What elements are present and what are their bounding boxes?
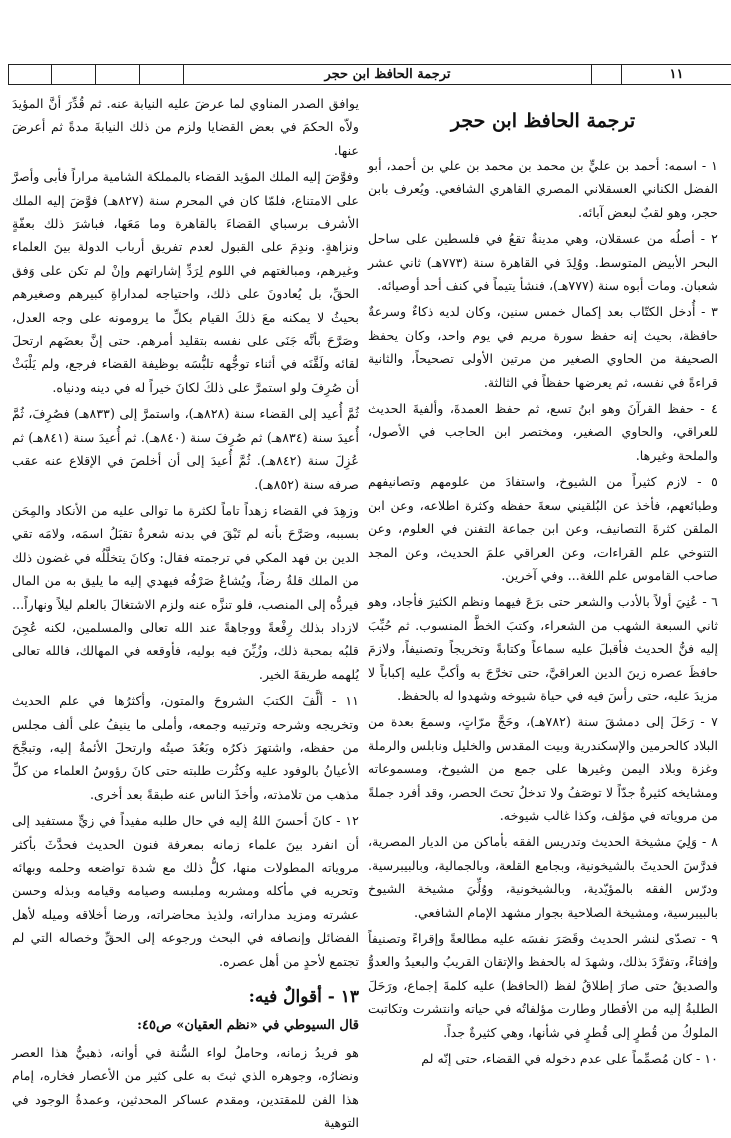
paragraph-literature-hadith: ٦ - عُنِيَ أولاً بالأدب والشعر حتى برَعَ فيهما ونظم الكثيرَ فأجاد، وهو ثاني السبعة الشهب من الشعراء، وكتبَ الخطَّ المنسوب. ثم حُبِّبَ إليه فنُّ الحديث فأقبلَ عليه سماعاً وكتابةً وتخريجاً وتصنيفاً، ولازمَ حافظَ عصره زينَ الدين العراقيَّ، حتى تخرَّجَ به وأكبَّ عليه إكباباً لا مزيدَ عليه، حتى رأسَ فيه في حياة شيوخه وشهدوا له بالحفظ.	[368, 594, 718, 703]
header-empty-cell	[9, 65, 51, 84]
paragraph-teachers: ٥ - لازم كثيراً من الشيوخ، واستفادَ من علومهم وتصانيفهم وطبائعهم، فأخذ عن البُلقيني سعةَ حفظه وكثرة اطلاعه، وعن ابن الملقن كثرةَ التصانيف، وعن ابن جماعة التفنن في العلوم، وعن التنوخي علم القراءات، وعن العراقي علمَ الحديث، وعن المجد صاحب القاموس علم اللغة... وفي آخرين.	[368, 474, 718, 583]
paragraph-renunciation: وزهِدَ في القضاء زهداً تاماً لكثرة ما توالى عليه من الأنكاد والمِحَن بسببه، وصَرَّحَ بأنه لم تَبْقَ في بدنه شعرةٌ تقبَلُ اسمَه، ولامَه تقي الدين بن فهد المكي في ترجمته فقال: وكانَ يتخلَّلُه في غضون ذلك من الملك قلةُ رضاً، ويُشاعُ صَرْفُه فيهدي إليه ما يليق به من المال فيردُّه إلى المنصب، فلو تنزَّه عنه ولزم الاشتغالَ بالعلم ليلاً ونهاراً... لازداد بذلك رِفْعةً ووجاهةً عند الله تعالى والمسلمين، لكنه عُجِنَ قلبُه بمحبة ذلك، وزُيِّنَ فيه بوليه، فأوقعه في المهالك، فالله تعالى يُلهمه طريقةَ الخير.	[12, 502, 359, 682]
paragraph-writings: ١١ - ألَّفَ الكتبَ الشروحَ والمتون، وأكثرُها في علم الحديث وتخريجه وشرحه وترتيبه وجمعه، وأملى ما ينيفُ على ألف مجلس من حفظه، واشتهرَ ذكرُه وبَعُدَ صيتُه وارتحلَ الأئمةُ إليه، وتبجَّحَ الأعيانُ بالوفود عليه وكثُرت طلبته حتى كانَ رؤوسُ العلماء من كلِّ مذهب من تلامذته، وأخذَ الناس عنه طبقةً بعد أخرى.	[12, 693, 359, 802]
paragraph-suyuti-quote: هو فريدُ زمانه، وحاملُ لواء السُّنة في أوانه، ذهبيُّ هذا العصر ونضارُه، وجوهره الذي ثبتَ به على كثير من الأعصار فخاره، إمام هذا الفن للمقتدين، ومقدم عساكر المحدثين، وعمدةُ الوجود في التوهية	[12, 1045, 359, 1131]
paragraph-judiciary-start: ١٠ - كان مُصمِّماً على عدم دخوله في القضاء، حتى إنّه لم	[421, 1051, 718, 1067]
left-column	[12, 92, 359, 1138]
paragraph-travels: ٧ - رَحَلَ إلى دمشقَ سنة (٧٨٢هـ)، وحَجَّ مرّاتٍ، وسمعَ بعدة من البلاد كالحرمين والإسكندرية وبيت المقدس والخليل ونابلس والرملة وغزة وبلاد اليمن وغيرها على جمع من الشيوخ، ومسموعاته ومشايخه كثيرةٌ جدّاً لا توصَفُ ولا تدخلُ تحتَ الحصر، وقد أفرد جملةً من مروياته في مؤلف، وكذا غالب شيوخه.	[368, 714, 718, 823]
header-empty-cell	[139, 65, 183, 84]
paragraph-character: ١٢ - كانَ أحسنَ اللهُ إليه في حال طلبه مفيداً في زيٍّ مستفيد إلى أن انفرد بينَ علماء زمانه بمعرفة فنون الحديث فحدَّثَ بأكثر مروياته المطولات منها، كلُّ ذلك مع شدة تواضعه وحلمه وبهائه وتحريه في مأكله ومشربه وملبسه وصيامه وقيامه وبذله وحسن عشرته ومزيد مداراته، ولذيذ محاضراته، ورضا أخلاقه وميله لأهل الفضائل وإنصافه في البحث ورجوعه إلى الحقِّ وخصاله التي لم تجتمع لأحدٍ من أهل عصره.	[12, 813, 359, 969]
page-body	[0, 92, 731, 1131]
right-column	[368, 92, 718, 1073]
header-empty-cell	[591, 65, 621, 84]
paragraph-early-schooling: ٣ - أُدخل الكتّاب بعد إكمال خمس سنين، وكان لديه ذكاءٌ وسرعةٌ حافظة، بحيث إنه حفظ سورة مريم في يوم واحد، وكان يحفظ الصحيفة من الحاوي الصغير من مرتين الأولى تصحيحاً، والثانية قراءةً في نفسه، ثم يعرضها حفظاً في الثالثة.	[368, 304, 718, 390]
paragraph-judiciary-continued: يوافق الصدر المناوي لما عرضَ عليه النيابة عنه. ثم قُدِّرَ أنَّ المؤيدَ ولاّه الحكمَ في بعض القضايا ولزم من ذلك النيابةَ مدةً ثم أعرضَ عنها.	[12, 96, 359, 158]
section-heading: ١٣ - أقوالٌ فيه:	[248, 987, 359, 1008]
paragraph-name: ١ - اسمه: أحمد بن عليٍّ بن محمد بن محمد بن علي بن أحمد، أبو الفضل الكناني العسقلاني المصري القاهري الشافعي. ويُعرف بابن حجر، وهو لقبٌ لبعض آبائه.	[368, 158, 718, 220]
paragraph-hadith-dedication: ٩ - تصدّى لنشر الحديث وقَصَرَ نفسَه عليه مطالعةً وإقراءً وتصنيفاً وإفتاءً، وتفرَّدَ بذلك، وشهدَ له بالحفظ والإتقان القريبُ والبعيدُ والعدوُّ والصديقُ حتى صارَ إطلاقُ لفظ (الحافظ) عليه كلمةَ إجماع، ورَحَلَ الطلبةُ إليه من الأقطار وطارت مؤلفاتُه في حياته وانتشرت وتكاتبت الملوكُ من قُطرٍ إلى قُطرٍ في شأنها، وهي كثيرةٌ جداً.	[368, 931, 718, 1040]
header-running-title: ترجمة الحافظ ابن حجر	[183, 65, 591, 84]
paragraph-origin: ٢ - أصلُه من عسقلان، وهي مدينةٌ تقعُ في فلسطين على ساحل البحر الأبيض المتوسط. ووُلِدَ في القاهرة سنة (٧٧٣هـ) ثاني عشر شعبان. ومات أبوه سنة (٧٧٧هـ)، فنشأ يتيماً في كنف أحد أوصيائه.	[368, 231, 718, 294]
header-empty-cell	[95, 65, 139, 84]
paragraph-reappointments: ثُمَّ أُعيد إلى القضاء سنة (٨٢٨هـ)، واستمرَّ إلى (٨٣٣هـ) فصُرِفَ، ثُمَّ أُعيدَ سنة (٨٣٤هـ) ثم صُرِفَ سنة (٨٤٠هـ). ثم أُعيدَ سنة (٨٤١هـ) ثم عُزِلَ سنة (٨٤٢هـ). ثُمَّ أُعيدَ إلى أن أخلصَ في الإقلاع عنه عقب صرفه سنة (٨٥٢هـ).	[12, 406, 360, 492]
header-page-number: ١١	[621, 65, 731, 84]
paragraph-memorization: ٤ - حفظ القرآنَ وهو ابنُ تسع، ثم حفظ العمدةَ، وألفيةَ الحديث للعراقي، والحاوي الصغير، ومختصر ابن الحاجب في الأصول، والملحة وغيرها.	[368, 401, 718, 463]
biography-title: ترجمة الحافظ ابن حجر	[450, 110, 636, 132]
running-header	[8, 64, 731, 85]
paragraph-teaching-posts: ٨ - وَلِيَ مشيخة الحديث وتدريس الفقه بأماكن من الديار المصرية، فدرَّسَ الحديثَ بالشيخونية، وبجامع القلعة، وبالجمالية، وبالبيبرسية. ودرّس الفقه بالمؤيّدية، وبالشيخونية، ووُلِّيَ مشيخة الشيوخ بالبيبرسية، ومشيخة الصلاحية بجوار مشهد الإمام الشافعي.	[368, 834, 718, 920]
quote-source-heading: قال السيوطي في «نظم العقيان» ص٤٥:	[137, 1018, 359, 1034]
header-empty-cell	[51, 65, 95, 84]
paragraph-appointment: وفوَّضَ إليه الملك المؤيد القضاء بالمملكة الشامية مراراً فأبى وأصرَّ على الامتناع، فلمّا كان في المحرم سنة (٨٢٧هـ) فوَّضَ إليه الملك الأشرف برسباي القضاءَ بالقاهرة وما مَعَها، فباشرَ ذلك بعفّةٍ ونزاهةٍ. وندِمَ على القبول لعدم تفريق أرباب الدولة بينَ العلماء وغيرهم، ومبالغتهم في اللوم لِرَدِّ إشاراتهم وإنْ لم تكن على وَفق الحقِّ، بل يُعادونَ على ذلك، واحتياجه لمداراةِ كبيرهم وصغيرهم بحيثُ لا يمكنه معَ ذلكَ القيام بكلِّ ما يرومونه على وجه العدل، وصَرَّحَ بأنَّه جَنَى على نفسه بتقليد أمرهم. حتى إنَّ بعضَهم ارتحلَ لقائه ولَقَّنَه في أثناء توجُّهه تلبُّسَه بوظيفة القضاء فرجع، ولم يَلْبَثْ أن صُرِفَ ولو استمرَّ على ذلكَ لكانَ خيراً له في دينه ودنياه.	[12, 169, 359, 395]
